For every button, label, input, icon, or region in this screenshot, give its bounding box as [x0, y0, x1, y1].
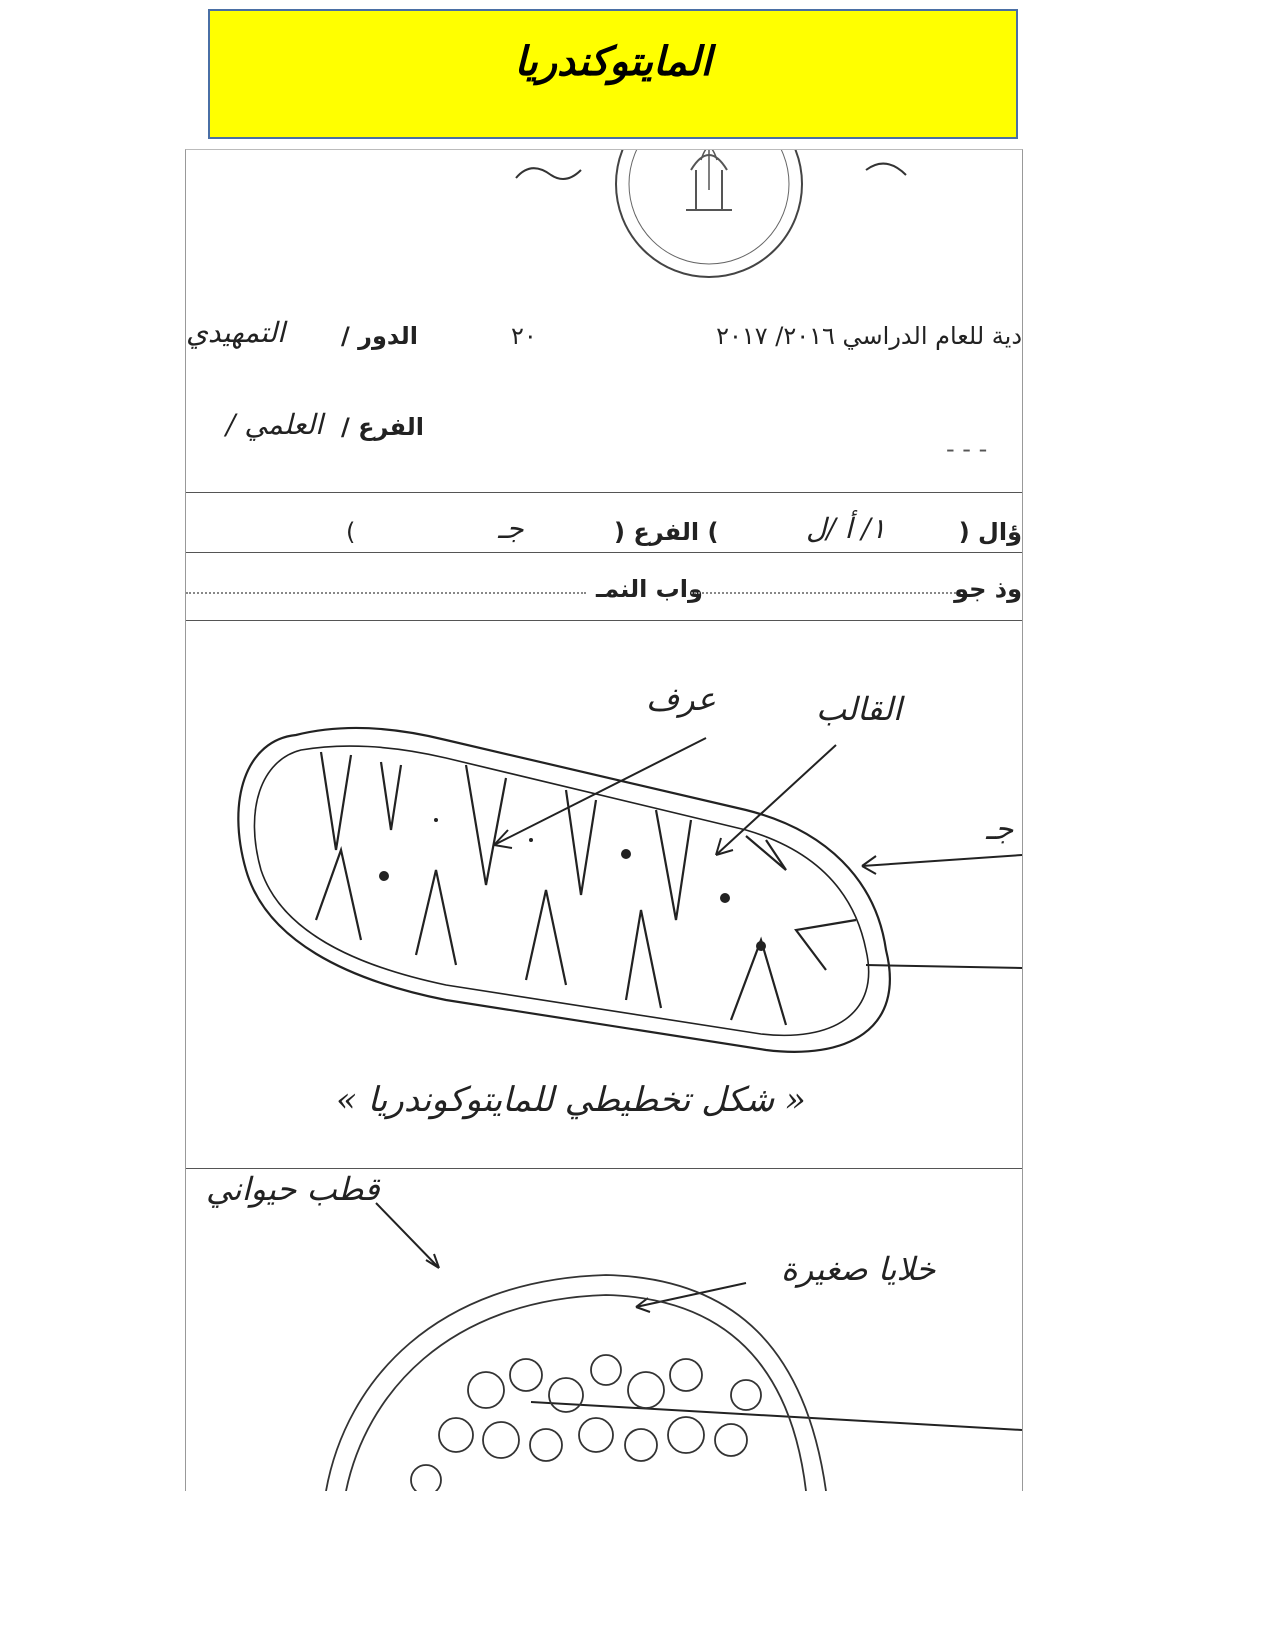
crista — [466, 765, 506, 885]
close-paren: ) — [346, 518, 356, 546]
dotted-line — [691, 592, 956, 594]
question-branch-value: جـ — [498, 512, 524, 545]
question-label: ؤال ( — [958, 518, 1022, 546]
crista — [416, 870, 456, 965]
crista — [321, 752, 351, 850]
dotted-line — [186, 592, 586, 594]
question-value: ١/ أ /ل — [806, 512, 886, 545]
year-line: دية للعام الدراسي ٢٠١٦/ ٢٠١٧ — [716, 322, 1022, 350]
crista — [731, 940, 786, 1025]
crista — [381, 762, 401, 830]
label-side: جـ — [986, 812, 1014, 847]
label-small-cells: خلايا صغيرة — [781, 1250, 936, 1288]
answers-text-center: واب النمـ — [596, 575, 703, 603]
page-title: المايتوكندريا — [514, 39, 712, 85]
question-branch-label: ) الفرع ( — [614, 518, 719, 546]
divider — [186, 492, 1022, 493]
handwriting-scribble — [866, 164, 906, 175]
crista — [656, 810, 691, 920]
crista — [316, 850, 361, 940]
divider — [186, 620, 1022, 621]
label-crista: عرف — [646, 680, 716, 718]
embryo-cell-diagram — [326, 1275, 826, 1491]
year-prefix: ٢٠ — [511, 322, 537, 350]
drawing-layer — [186, 150, 1022, 1491]
branch-value: العلمي / — [226, 408, 323, 441]
mitochondrion-diagram — [238, 728, 890, 1052]
handwriting-scribble — [516, 168, 581, 179]
title-banner — [208, 9, 1018, 139]
round-label: الدور / — [341, 322, 418, 350]
divider — [186, 552, 1022, 553]
label-matrix: القالب — [816, 690, 902, 728]
label-animal-pole: قطب حيواني — [206, 1170, 380, 1208]
scanned-document — [185, 149, 1023, 1491]
branch-label: الفرع / — [341, 413, 424, 441]
crista — [526, 890, 566, 985]
round-value: التمهيدي — [186, 316, 285, 349]
crista — [746, 836, 786, 870]
dash-marks: - - - — [946, 435, 988, 463]
ministry-seal-icon — [616, 150, 802, 277]
divider — [186, 1168, 1022, 1169]
crista — [626, 910, 661, 1008]
figure-caption: « شكل تخطيطي للمايتوكوندريا » — [336, 1080, 806, 1120]
answers-text-right: وذ جو — [954, 575, 1022, 603]
crista — [796, 920, 856, 970]
